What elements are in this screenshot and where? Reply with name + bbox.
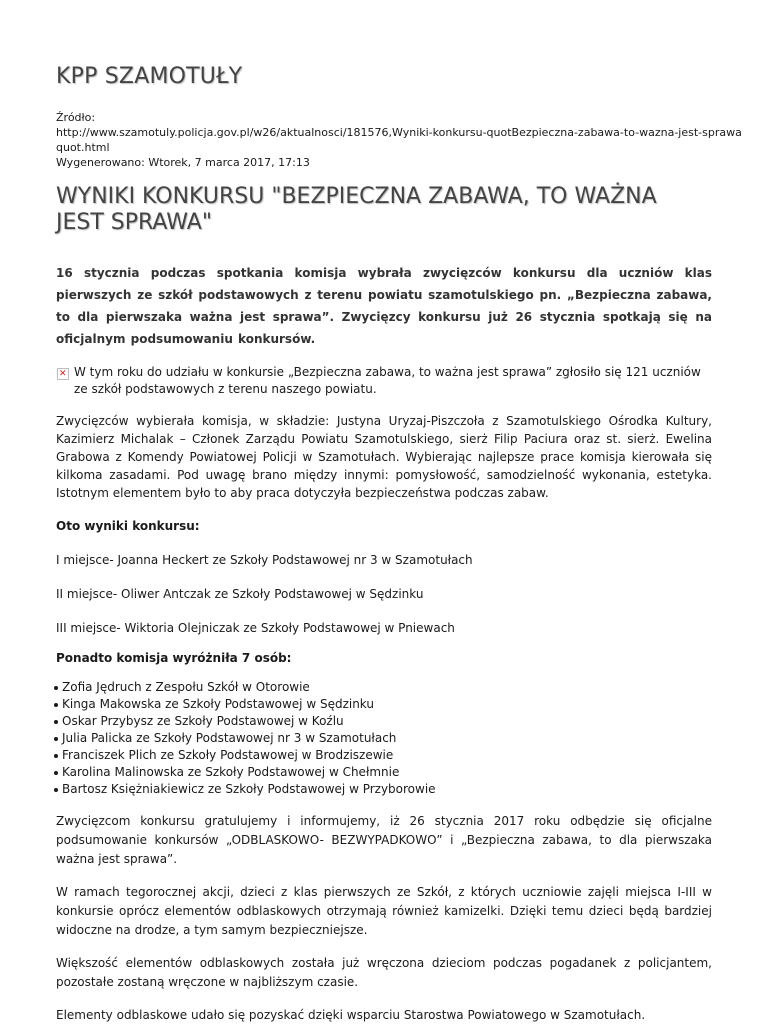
paragraph-vests: W ramach tegorocznej akcji, dzieci z klas pierwszych ze Szkół, z których uczniowie zajęli miejsca I-III w konkursie oprócz elementów odblaskowych otrzymają również kamizelki. Dzięki temu dzieci będą bardziej widoczne na drodze, a tym samym bezpieczniejsze. bbox=[56, 885, 712, 937]
generated-timestamp: Wygenerowano: Wtorek, 7 marca 2017, 17:13 bbox=[56, 156, 310, 169]
source-url-line2[interactable]: quot.html bbox=[56, 141, 110, 154]
list-item: Franciszek Plich ze Szkoły Podstawowej w Brodziszewie bbox=[56, 747, 712, 764]
image-caption: W tym roku do udziału w konkursie „Bezpieczna zabawa, to ważna jest sprawa” zgłosiło się 121 uczniów ze szkół podstawowych z terenu naszego powiatu. bbox=[74, 365, 701, 396]
article-lead: 16 stycznia podczas spotkania komisja wybrała zwycięzców konkursu dla uczniów klas pierwszych ze szkół podstawowych z terenu powiatu szamotulskiego pn. „Bezpieczna zabawa, to dla pierwszaka ważna jest sprawa”. Zwycięzcy konkursu już 26 stycznia spotkają się na oficjalnym podsumowaniu konkursów. bbox=[56, 266, 712, 346]
honors-list bbox=[56, 679, 712, 798]
results-heading: Oto wyniki konkursu: bbox=[56, 519, 200, 533]
list-item: Oskar Przybysz ze Szkoły Podstawowej w Koźlu bbox=[56, 713, 712, 730]
source-label: Źródło: bbox=[56, 111, 96, 124]
paragraph-commission: Zwycięzców wybierała komisja, w składzie: Justyna Uryzaj-Piszczoła z Szamotulskiego Ośrodka Kultury, Kazimierz Michalak – Członek Zarządu Powiatu Szamotulskiego, sierż Filip Paciura oraz st. sierż. Ewelina Grabowa z Komendy Powiatowej Policji w Szamotułach. Wybierając najlepsze prace komisja kierowała się kilkoma zasadami. Pod uwagę brano między innymi: pomysłowość, samodzielność wykonania, estetyka. Istotnym elementem było to aby praca dotyczyła bezpieczeństwa podczas zabaw. bbox=[56, 414, 712, 500]
source-meta bbox=[56, 110, 742, 170]
list-item: Zofia Jędruch z Zespołu Szkół w Otorowie bbox=[56, 679, 712, 696]
result-third-place: III miejsce- Wiktoria Olejniczak ze Szkoły Podstawowej w Pniewach bbox=[56, 621, 455, 635]
list-item: Kinga Makowska ze Szkoły Podstawowej w Sędzinku bbox=[56, 696, 712, 713]
paragraph-thanks: Elementy odblaskowe udało się pozyskać dzięki wsparciu Starostwa Powiatowego w Szamotułach. bbox=[56, 1008, 646, 1022]
source-url-line1[interactable]: http://www.szamotuly.policja.gov.pl/w26/aktualnosci/181576,Wyniki-konkursu-quotBezpieczna-zabawa-to-wazna-jest-sprawa bbox=[56, 126, 742, 139]
result-first-place: I miejsce- Joanna Heckert ze Szkoły Podstawowej nr 3 w Szamotułach bbox=[56, 553, 473, 567]
list-item: Julia Palicka ze Szkoły Podstawowej nr 3 w Szamotułach bbox=[56, 730, 712, 747]
article-title: WYNIKI KONKURSU "BEZPIECZNA ZABAWA, TO WAŻNA JEST SPRAWA" bbox=[56, 184, 657, 235]
result-second-place: II miejsce- Oliwer Antczak ze Szkoły Podstawowej w Sędzinku bbox=[56, 587, 424, 601]
paragraph-congrats: Zwycięzcom konkursu gratulujemy i informujemy, iż 26 stycznia 2017 roku odbędzie się oficjalne podsumowanie konkursów „ODBLASKOWO- BEZWYPADKOWO” i „Bezpieczna zabawa, to dla pierwszaka ważna jest sprawa”. bbox=[56, 814, 712, 866]
broken-image-icon bbox=[57, 368, 69, 380]
list-item: Bartosz Księżniakiewicz ze Szkoły Podstawowej w Przyborowie bbox=[56, 781, 712, 798]
site-title: KPP SZAMOTUŁY bbox=[56, 64, 243, 89]
list-item: Karolina Malinowska ze Szkoły Podstawowej w Chełmnie bbox=[56, 764, 712, 781]
image-caption-block bbox=[56, 364, 712, 398]
paragraph-majority: Większość elementów odblaskowych została już wręczona dzieciom podczas pogadanek z policjantem, pozostałe zostaną wręczone w najbliższym czasie. bbox=[56, 956, 712, 989]
honors-heading: Ponadto komisja wyróżniła 7 osób: bbox=[56, 651, 292, 665]
